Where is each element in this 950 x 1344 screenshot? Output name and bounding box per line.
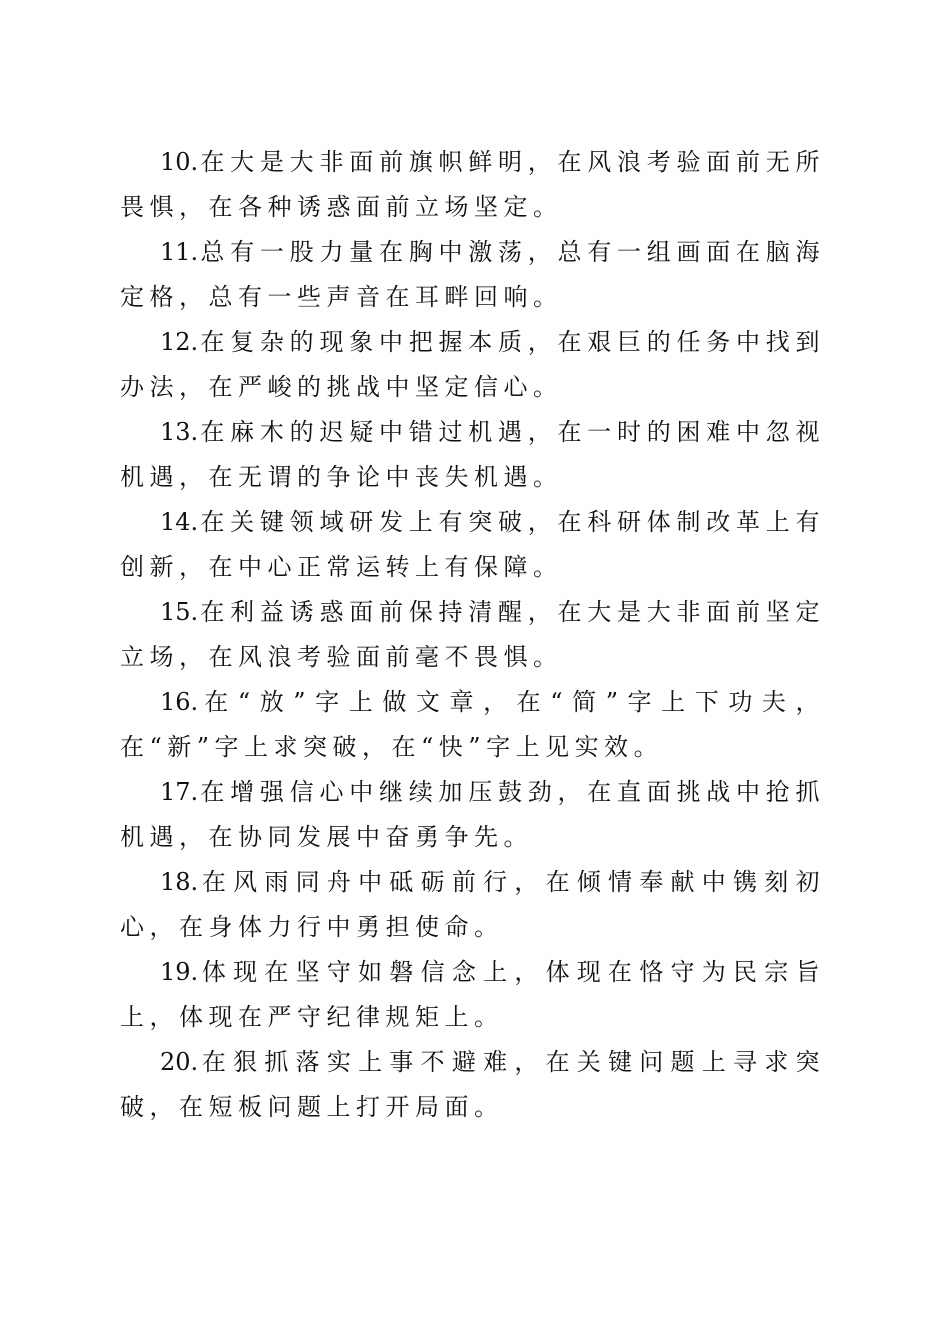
paragraph-12 — [120, 320, 825, 410]
paragraph-text: 在风雨同舟中砥砺前行，在倾情奉献中镌刻初心，在身体力行中勇担使命。 — [120, 868, 825, 941]
paragraph-text: 体现在坚守如磐信念上，体现在恪守为民宗旨上，体现在严守纪律规矩上。 — [120, 958, 825, 1031]
paragraph-number: 18. — [160, 868, 199, 896]
paragraph-number: 14. — [160, 508, 199, 536]
paragraph-text: 在复杂的现象中把握本质，在艰巨的任务中找到办法，在严峻的挑战中坚定信心。 — [120, 328, 825, 401]
paragraph-14 — [120, 500, 825, 590]
paragraph-text: 在麻木的迟疑中错过机遇，在一时的困难中忽视机遇，在无谓的争论中丧失机遇。 — [120, 418, 825, 491]
paragraph-number: 11. — [160, 238, 199, 266]
paragraph-18 — [120, 860, 825, 950]
paragraph-number: 15. — [160, 598, 199, 626]
paragraph-17 — [120, 770, 825, 860]
paragraph-number: 20. — [160, 1048, 199, 1076]
paragraph-text: 在大是大非面前旗帜鲜明，在风浪考验面前无所畏惧，在各种诱惑面前立场坚定。 — [120, 148, 825, 221]
paragraph-13 — [120, 410, 825, 500]
paragraph-number: 13. — [160, 418, 199, 446]
document-body — [120, 140, 825, 1130]
paragraph-15 — [120, 590, 825, 680]
paragraph-number: 12. — [160, 328, 199, 356]
paragraph-10 — [120, 140, 825, 230]
paragraph-16 — [120, 680, 825, 770]
paragraph-text: 在关键领域研发上有突破，在科研体制改革上有创新，在中心正常运转上有保障。 — [120, 508, 825, 581]
paragraph-number: 19. — [160, 958, 199, 986]
paragraph-number: 16. — [160, 688, 199, 716]
paragraph-11 — [120, 230, 825, 320]
paragraph-number: 10. — [160, 148, 199, 176]
paragraph-text: 在“放”字上做文章，在“简”字上下功夫，在“新”字上求突破，在“快”字上见实效。 — [120, 688, 825, 761]
paragraph-19 — [120, 950, 825, 1040]
paragraph-text: 在利益诱惑面前保持清醒，在大是大非面前坚定立场，在风浪考验面前毫不畏惧。 — [120, 598, 825, 671]
paragraph-text: 在增强信心中继续加压鼓劲，在直面挑战中抢抓机遇，在协同发展中奋勇争先。 — [120, 778, 825, 851]
paragraph-20 — [120, 1040, 825, 1130]
paragraph-text: 总有一股力量在胸中激荡，总有一组画面在脑海定格，总有一些声音在耳畔回响。 — [120, 238, 825, 311]
paragraph-text: 在狠抓落实上事不避难，在关键问题上寻求突破，在短板问题上打开局面。 — [120, 1048, 825, 1121]
paragraph-number: 17. — [160, 778, 199, 806]
